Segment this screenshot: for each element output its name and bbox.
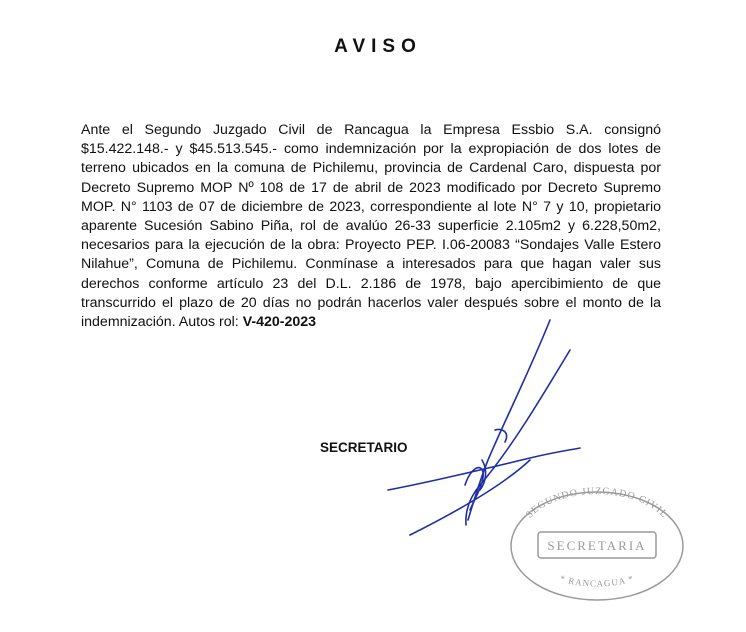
- svg-text:* RANCAGUA *: [559, 573, 636, 589]
- svg-text:SEGUNDO JUZGADO CIVIL: [524, 486, 670, 521]
- notice-body: [81, 121, 661, 332]
- notice-body-text: Ante el Segundo Juzgado Civil de Rancagua la Empresa Essbio S.A. consignó $15.422.148.- y $45.513.545.- como indemnización por la expropiación de dos lotes de terreno ubicados en la comuna de Pichilemu, provincia de Cardenal Caro, dispuesta por Decreto Supremo MOP Nº 108 de 17 de abril de 2023 modificado por Decreto Supremo MOP. N° 1103 de 07 de diciembre de 2023, correspondiente al lote N° 7 y 10, propietario aparente Sucesión Sabino Piña, rol de avalúo 26-33 superficie 2.105m2 y 6.228,50m2, necesarios para la ejecución de la obra: Proyecto PEP. I.06-20083 “Sondajes Valle Estero Nilahue”, Comuna de Pichilemu. Conmínase a interesados para que hagan valer sus derechos conforme artículo 23 del D.L. 2.186 de 1978, bajo apercibimiento de que transcurrido el plazo de 20 días no podrán hacerlos valer después sobre el monto de la indemnización. Autos rol:: [81, 122, 661, 331]
- stamp-top-text: SEGUNDO JUZGADO CIVIL: [523, 485, 670, 521]
- stamp-center-text: SECRETARIA: [547, 538, 647, 553]
- notice-title: AVISO: [334, 36, 422, 57]
- stamp-bottom-text: * RANCAGUA *: [558, 573, 636, 589]
- signatory-label: SECRETARIO: [320, 440, 408, 455]
- case-number: V-420-2023: [242, 314, 317, 331]
- court-stamp: [500, 480, 690, 610]
